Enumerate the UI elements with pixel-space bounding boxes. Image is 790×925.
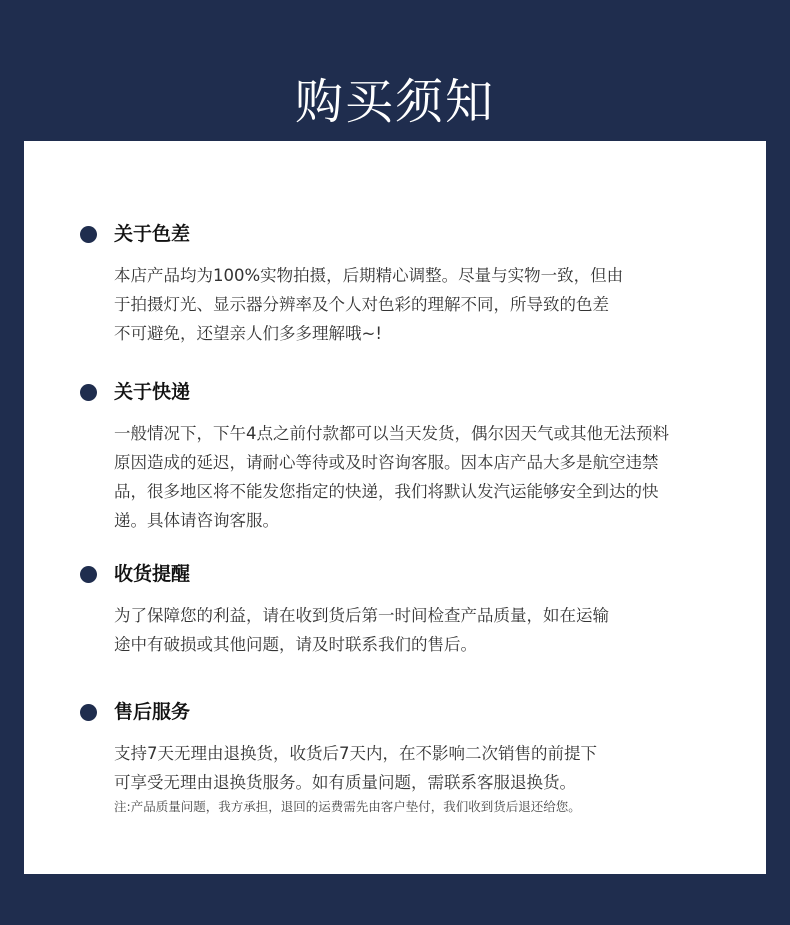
section-body (114, 261, 734, 348)
bullet-dot-icon (80, 704, 97, 721)
bullet-dot-icon (80, 226, 97, 243)
bullet-dot-icon (80, 566, 97, 583)
section-line: 途中有破损或其他问题，请及时联系我们的售后。 (114, 635, 477, 654)
section-line: 于拍摄灯光、显示器分辨率及个人对色彩的理解不同，所导致的色差 (114, 295, 609, 314)
page-title: 购买须知 (294, 74, 495, 130)
section-line: 原因造成的延迟，请耐心等待或及时咨询客服。因本店产品大多是航空违禁 (114, 453, 659, 472)
section-body (114, 601, 734, 659)
section-line: 为了保障您的利益，请在收到货后第一时间检查产品质量，如在运输 (114, 606, 609, 625)
section-heading: 售后服务 (114, 701, 191, 723)
section-heading: 关于快递 (114, 381, 191, 403)
section-body (114, 419, 734, 535)
section-line: 可享受无理由退换货服务。如有质量问题，需联系客服退换货。 (114, 773, 576, 792)
section-line: 支持7天无理由退换货，收货后7天内，在不影响二次销售的前提下 (114, 744, 597, 763)
section-line: 递。具体请咨询客服。 (114, 511, 279, 530)
section-line: 不可避免，还望亲人们多多理解哦~! (114, 324, 382, 343)
section-note: 注:产品质量问题，我方承担，退回的运费需先由客户垫付，我们收到货后退还给您。 (114, 799, 581, 814)
section-line: 一般情况下，下午4点之前付款都可以当天发货，偶尔因天气或其他无法预料 (114, 424, 669, 443)
section-body (114, 739, 734, 797)
section-line: 品，很多地区将不能发您指定的快递，我们将默认发汽运能够安全到达的快 (114, 482, 659, 501)
section-heading: 关于色差 (114, 223, 191, 245)
notice-card (24, 141, 766, 874)
bullet-dot-icon (80, 384, 97, 401)
section-heading: 收货提醒 (114, 563, 191, 585)
section-line: 本店产品均为100%实物拍摄，后期精心调整。尽量与实物一致，但由 (114, 266, 624, 285)
